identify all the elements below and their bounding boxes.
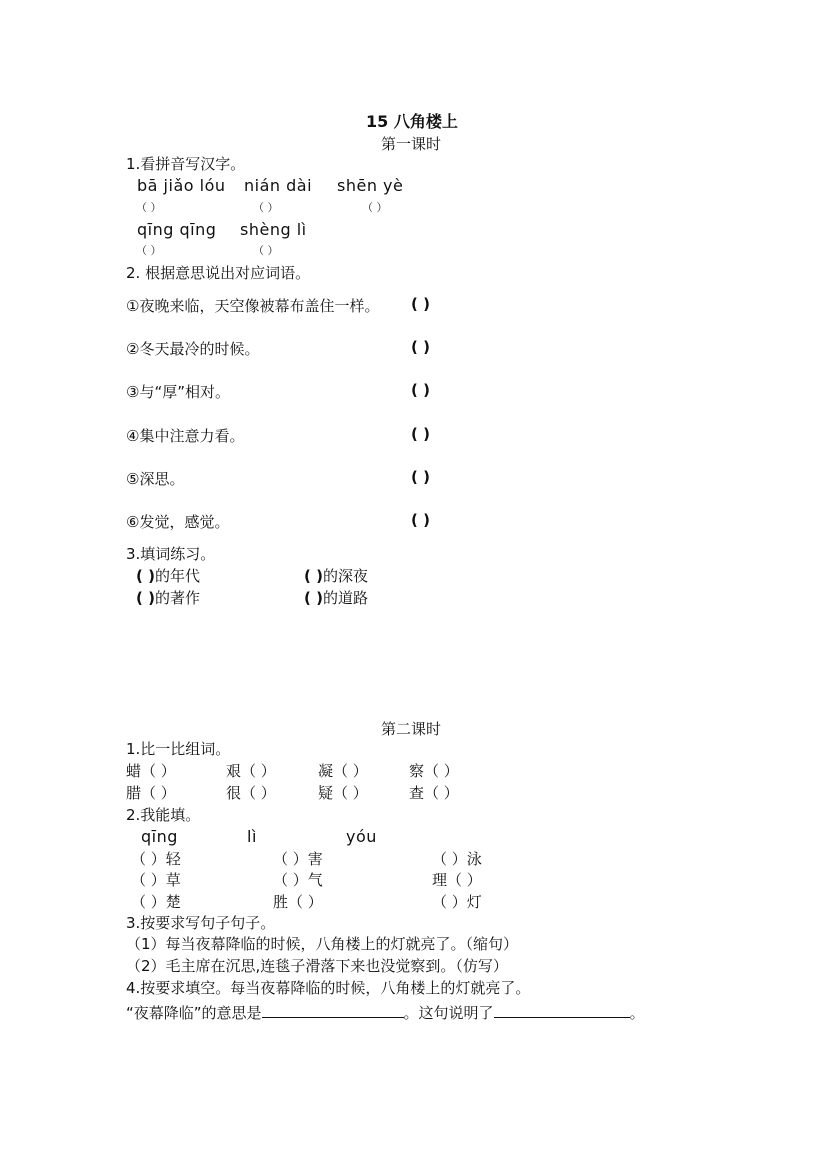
q2-label: 2.我能填。 bbox=[126, 806, 201, 824]
answer-paren[interactable]: ( ) bbox=[411, 338, 430, 356]
q1-label: 1.看拼音写汉字。 bbox=[126, 155, 246, 173]
answer-paren[interactable]: （ ） bbox=[136, 244, 162, 257]
q2-item bbox=[126, 299, 379, 314]
compare-item[interactable]: 察（ ） bbox=[409, 762, 459, 780]
item-number: ⑥ bbox=[126, 513, 140, 531]
q3-label: 3.按要求写句子句子。 bbox=[126, 914, 276, 932]
q4-text-end: 。 bbox=[629, 1004, 645, 1022]
q2-item bbox=[126, 472, 184, 487]
item-number: ① bbox=[126, 297, 140, 315]
q4-text-a: “夜幕降临”的意思是 bbox=[126, 1004, 262, 1022]
compare-item[interactable]: 疑（ ） bbox=[318, 784, 368, 802]
fill-cell[interactable]: （ ）害 bbox=[273, 850, 323, 868]
q4-label: 4.按要求填空。每当夜幕降临的时候，八角楼上的灯就亮了。 bbox=[126, 979, 531, 997]
fill-cell[interactable]: （ ）泳 bbox=[432, 850, 482, 868]
sentence-1: （1）每当夜幕降临的时候，八角楼上的灯就亮了。（缩句） bbox=[126, 935, 519, 953]
fill-text: 的年代 bbox=[154, 567, 200, 585]
fill-cell[interactable]: （ ）楚 bbox=[131, 893, 181, 911]
fill-cell[interactable]: 胜（ ） bbox=[273, 893, 323, 911]
item-number: ④ bbox=[126, 427, 140, 445]
q3-label: 3.填词练习。 bbox=[126, 545, 216, 563]
pinyin-5: shèng lì bbox=[240, 220, 307, 239]
q1-label: 1.比一比组词。 bbox=[126, 740, 231, 758]
compare-item[interactable]: 腊（ ） bbox=[126, 784, 176, 802]
fill-text: 的著作 bbox=[154, 589, 200, 607]
pinyin-2: nián dài bbox=[244, 176, 313, 195]
fill-item bbox=[304, 591, 368, 606]
answer-paren[interactable]: （ ） bbox=[253, 201, 279, 214]
fill-cell[interactable]: （ ）轻 bbox=[131, 850, 181, 868]
fill-cell[interactable]: （ ）气 bbox=[273, 871, 323, 889]
fill-item bbox=[304, 569, 368, 584]
fill-cell[interactable]: 理（ ） bbox=[432, 871, 482, 889]
item-number: ③ bbox=[126, 383, 140, 401]
q4-fill-line bbox=[126, 1003, 645, 1021]
pinyin-4: qīng qīng bbox=[137, 220, 217, 239]
answer-paren[interactable]: （ ） bbox=[136, 201, 162, 214]
answer-paren[interactable]: ( ) bbox=[411, 381, 430, 399]
answer-paren[interactable]: ( ) bbox=[411, 468, 430, 486]
fill-text: 的道路 bbox=[322, 589, 368, 607]
compare-item[interactable]: 蜡（ ） bbox=[126, 762, 176, 780]
q2-item bbox=[126, 342, 259, 357]
pinyin-you: yóu bbox=[346, 827, 377, 846]
answer-blank[interactable] bbox=[494, 1003, 630, 1018]
lesson2-heading: 第二课时 bbox=[381, 720, 442, 738]
compare-item[interactable]: 艰（ ） bbox=[226, 762, 276, 780]
pinyin-qing: qīng bbox=[141, 827, 178, 846]
item-text: 发觉，感觉。 bbox=[139, 513, 230, 531]
fill-item bbox=[136, 591, 200, 606]
answer-paren[interactable]: ( ) bbox=[304, 567, 323, 585]
answer-paren[interactable]: （ ） bbox=[253, 244, 279, 257]
q2-item bbox=[126, 515, 229, 530]
answer-blank[interactable] bbox=[262, 1003, 404, 1018]
pinyin-li: lì bbox=[247, 827, 257, 846]
compare-item[interactable]: 很（ ） bbox=[226, 784, 276, 802]
q2-label: 2. 根据意思说出对应词语。 bbox=[126, 264, 311, 282]
sentence-2: （2）毛主席在沉思,连毯子滑落下来也没觉察到。（仿写） bbox=[126, 957, 508, 975]
item-text: 冬天最冷的时候。 bbox=[139, 340, 260, 358]
answer-paren[interactable]: ( ) bbox=[304, 589, 323, 607]
item-text: 与“厚”相对。 bbox=[139, 383, 230, 401]
answer-paren[interactable]: ( ) bbox=[411, 425, 430, 443]
page-title: 15 八角楼上 bbox=[366, 112, 458, 131]
item-text: 深思。 bbox=[139, 470, 185, 488]
compare-item[interactable]: 凝（ ） bbox=[318, 762, 368, 780]
q2-item bbox=[126, 429, 244, 444]
fill-item bbox=[136, 569, 200, 584]
answer-paren[interactable]: （ ） bbox=[362, 201, 388, 214]
item-number: ⑤ bbox=[126, 470, 140, 488]
lesson1-heading: 第一课时 bbox=[381, 135, 442, 153]
answer-paren[interactable]: ( ) bbox=[136, 567, 155, 585]
item-text: 夜晚来临，天空像被幕布盖住一样。 bbox=[139, 297, 380, 315]
item-number: ② bbox=[126, 340, 140, 358]
item-text: 集中注意力看。 bbox=[139, 427, 245, 445]
fill-cell[interactable]: （ ）草 bbox=[131, 871, 181, 889]
compare-item[interactable]: 查（ ） bbox=[409, 784, 459, 802]
q2-item bbox=[126, 385, 230, 400]
q4-text-b: 。这句说明了 bbox=[403, 1004, 494, 1022]
fill-text: 的深夜 bbox=[322, 567, 368, 585]
pinyin-1: bā jiǎo lóu bbox=[137, 176, 226, 195]
answer-paren[interactable]: ( ) bbox=[136, 589, 155, 607]
answer-paren[interactable]: ( ) bbox=[411, 511, 430, 529]
fill-cell[interactable]: （ ）灯 bbox=[432, 893, 482, 911]
pinyin-3: shēn yè bbox=[337, 176, 404, 195]
answer-paren[interactable]: ( ) bbox=[411, 295, 430, 313]
